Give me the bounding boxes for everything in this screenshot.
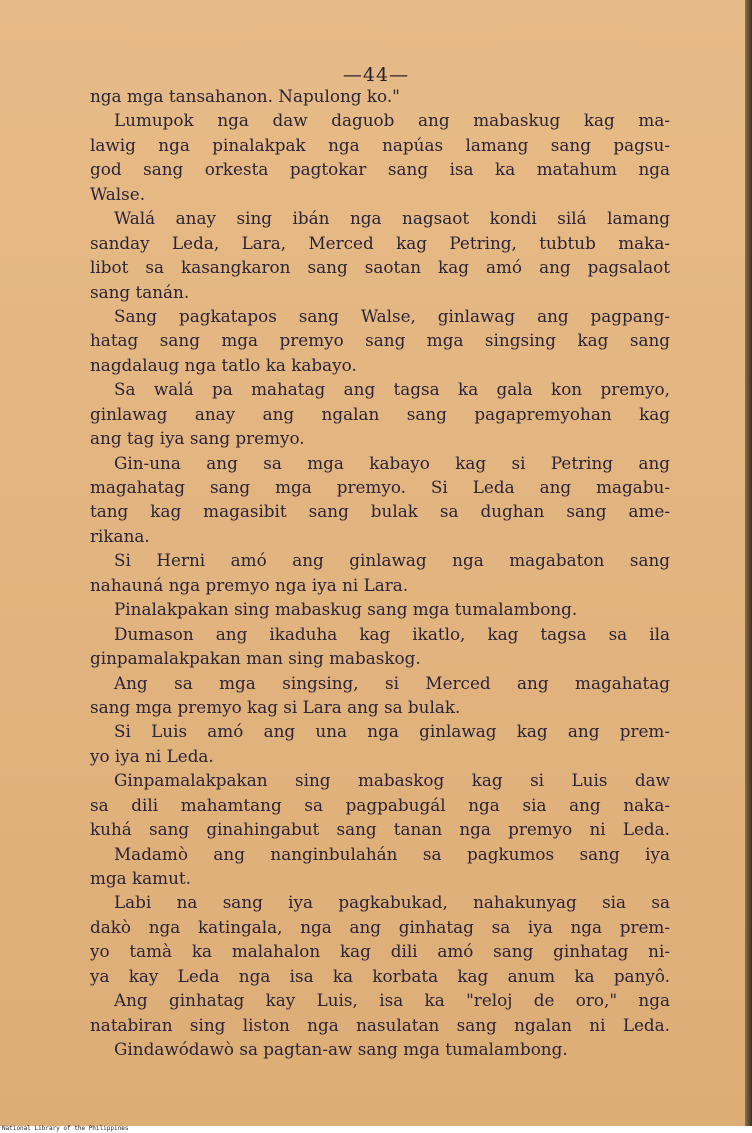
- text-line: yo tamà ka malahalon kag dili amó sang ginhatag ni-: [90, 941, 670, 962]
- text-line: Lumupok nga daw daguob ang mabaskug kag ma-: [114, 110, 670, 131]
- text-line: kuhá sang ginahingabut sang tanan nga premyo ni Leda.: [90, 819, 670, 840]
- text-line: god sang orkesta pagtokar sang isa ka matahum nga: [90, 159, 670, 180]
- text-line: Dumason ang ikaduha kag ikatlo, kag tagsa sa ila: [114, 623, 670, 644]
- text-line: libot sa kasangkaron sang saotan kag amó ang pagsalaot: [90, 257, 670, 278]
- text-line: nga mga tansahanon. Napulong ko.": [90, 86, 400, 106]
- text-line: Sang pagkatapos sang Walse, ginlawag ang pagpang-: [114, 305, 670, 326]
- text-line: Labi na sang iya pagkabukad, nahakunyag sia sa: [114, 892, 670, 913]
- text-line: sang mga premyo kag si Lara ang sa bulak.: [90, 696, 461, 717]
- text-line: nahauná nga premyo nga iya ni Lara.: [90, 574, 409, 595]
- text-line: dakò nga katingala, nga ang ginhatag sa iya nga prem-: [90, 916, 670, 937]
- text-line: Ginpamalakpakan sing mabaskog kag si Luis daw: [114, 770, 670, 791]
- text-line: sa dili mahamtang sa pagpabugál nga sia ang naka-: [90, 794, 670, 815]
- page-body-text: [90, 84, 670, 1062]
- text-line: ginpamalakpakan man sing mabaskog.: [90, 648, 421, 669]
- text-line: magahatag sang mga premyo. Si Leda ang magabu-: [90, 477, 670, 497]
- text-line: hatag sang mga premyo sang mga singsing kag sang: [90, 330, 670, 351]
- text-line: Gindawódawò sa pagtan-aw sang mga tumalambong.: [114, 1039, 568, 1060]
- text-line: Madamò ang nanginbulahán sa pagkumos sang iya: [114, 843, 670, 864]
- text-line: yo iya ni Leda.: [90, 745, 214, 766]
- text-line: ya kay Leda nga isa ka korbata kag anum ka panyô.: [90, 965, 670, 986]
- text-line: Ang ginhatag kay Luis, isa ka "reloj de oro," nga: [114, 990, 670, 1011]
- footer-credit: National Library of the Philippines: [2, 1125, 129, 1132]
- text-line: Si Herni amó ang ginlawag nga magabaton sang: [114, 550, 670, 571]
- text-line: Si Luis amó ang una nga ginlawag kag ang prem-: [114, 721, 670, 742]
- text-line: Walá anay sing ibán nga nagsaot kondi silá lamang: [114, 208, 670, 229]
- text-line: Walse.: [90, 183, 146, 204]
- text-line: sanday Leda, Lara, Merced kag Petring, tubtub maka-: [90, 232, 670, 253]
- text-line: mga kamut.: [90, 868, 191, 888]
- text-line: rikana.: [90, 525, 150, 546]
- page-number: —44—: [342, 64, 410, 86]
- text-line: ang tag iya sang premyo.: [90, 428, 305, 449]
- text-line: Sa walá pa mahatag ang tagsa ka gala kon premyo,: [114, 379, 670, 400]
- text-line: ginlawag anay ang ngalan sang pagapremyohan kag: [90, 403, 670, 424]
- text-line: Gin-una ang sa mga kabayo kag si Petring ang: [114, 452, 670, 473]
- text-line: nagdalaug nga tatlo ka kabayo.: [90, 354, 357, 375]
- text-line: tang kag magasibit sang bulak sa dughan sang ame-: [90, 501, 670, 522]
- text-line: lawig nga pinalakpak nga napúas lamang sang pagsu-: [90, 134, 670, 155]
- page-edge-shadow: [745, 0, 752, 1133]
- text-line: Pinalakpakan sing mabaskug sang mga tumalambong.: [114, 599, 578, 620]
- text-line: natabiran sing liston nga nasulatan sang ngalan ni Leda.: [90, 1014, 670, 1035]
- text-line: sang tanán.: [90, 281, 190, 302]
- text-line: Ang sa mga singsing, si Merced ang magahatag: [114, 672, 670, 693]
